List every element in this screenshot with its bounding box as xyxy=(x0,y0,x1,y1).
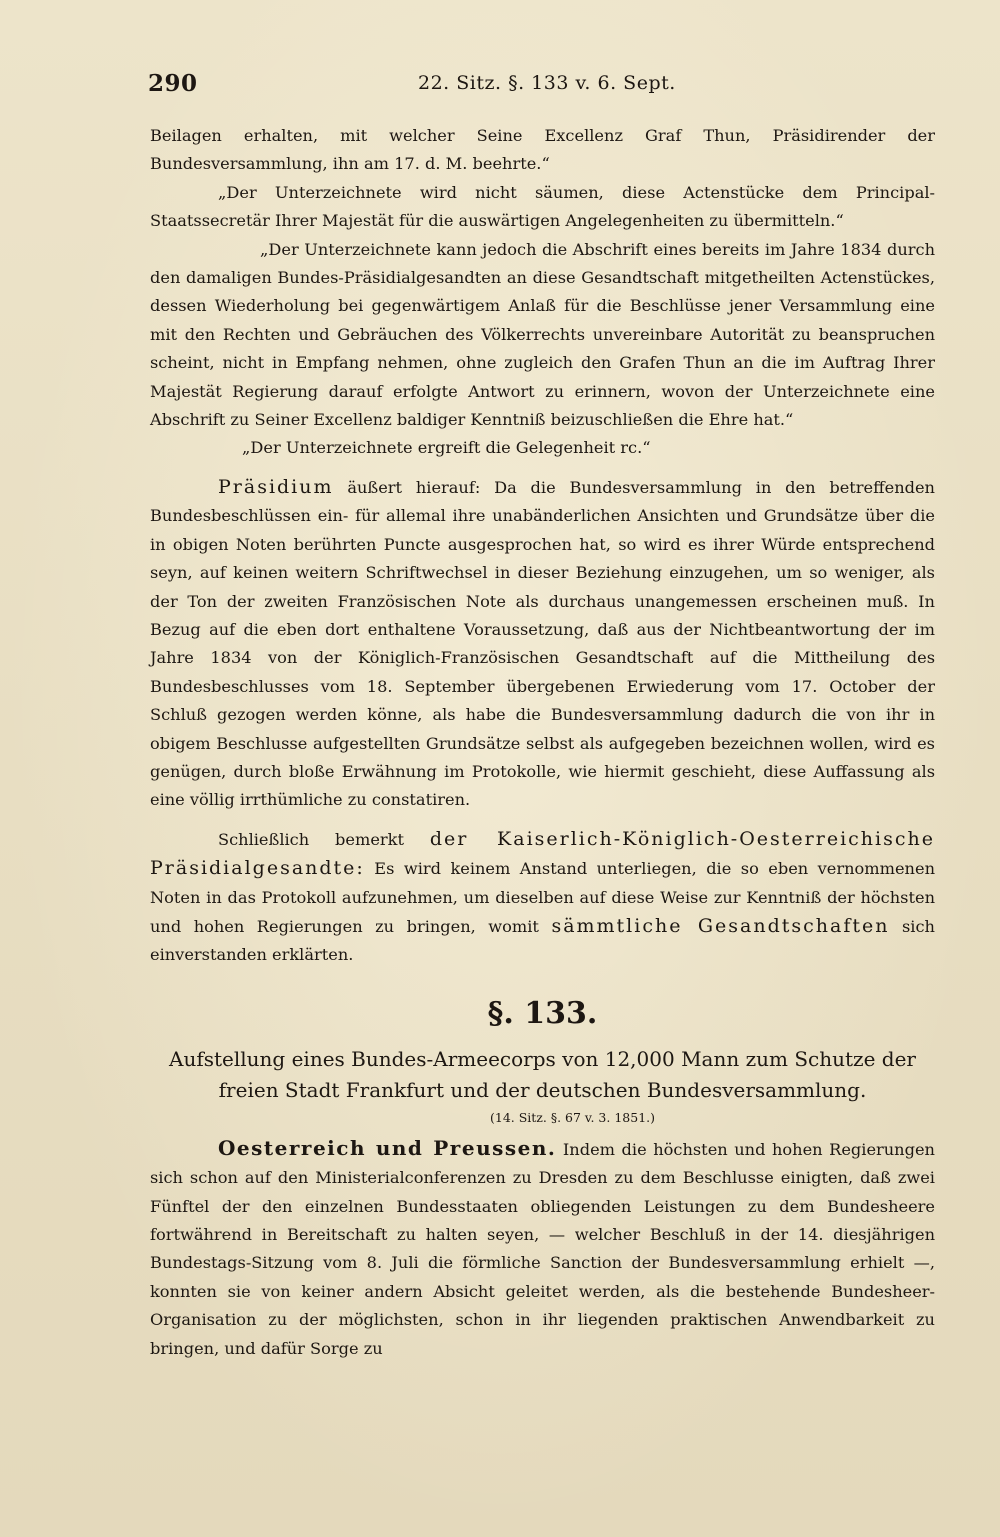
section-reference: (14. Sitz. §. 67 v. 3. 1851.) xyxy=(489,1109,655,1125)
running-head: 22. Sitz. §. 133 v. 6. Sept. xyxy=(418,72,676,94)
section-text: Indem die höchsten und hohen Regierungen sich schon auf den Ministerialconferenzen zu Dresden zu dem Beschlusse einigten, daß zwei Fünftel der den einzelnen Bundesstaaten obliegenden Leistungen zu dem Bundesheere fortwährend in Bereitschaft zu halten seyen, — welcher Beschluß in der 14. diesjährigen Bundestags-Sitzung vom 8. Juli die förmliche Sanction der Bundesversammlung erhielt —, konnten sie von keiner andern Absicht geleitet werden, als die bestehende Bundesheer-Organisation zu der möglichsten, schon in ihr liegenden praktischen Anwendbarkeit zu bringen, und dafür Sorge zu xyxy=(150,1139,935,1358)
paragraph: „Der Unterzeichnete ergreift die Gelegenheit rc.“ xyxy=(242,438,651,458)
page-body xyxy=(150,122,935,1363)
paragraph: „Der Unterzeichnete wird nicht säumen, diese Actenstücke dem Principal-Staatssecretär Ihrer Majestät für die auswärtigen Angelegenheiten zu übermitteln.“ xyxy=(150,182,935,231)
page-number: 290 xyxy=(148,70,198,97)
closing-mid: Es wird keinem Anstand unterliegen, die so eben vernommenen Noten in das Protokoll aufzunehmen, um dieselben auf diese Weise zur Kenntniß der höchsten und hohen Regierungen zu bringen, womit xyxy=(150,859,935,936)
paragraph-closing xyxy=(150,825,935,970)
speaker-name: Präsidium xyxy=(218,475,334,498)
closing-pre: Schließlich bemerkt xyxy=(218,829,404,849)
section-number: §. 133. xyxy=(487,995,598,1031)
speaker-name: der Kaiserlich-Königlich-Oesterreichische Präsidialgesandte: xyxy=(150,827,935,880)
spaced-emphasis: sämmtliche Gesandtschaften xyxy=(551,914,890,937)
page-header xyxy=(148,70,938,104)
closing-post: sich einverstanden erklärten. xyxy=(150,916,935,965)
paragraph: „Der Unterzeichnete kann jedoch die Abschrift eines bereits im Jahre 1834 durch den damaligen Bundes-Präsidialgesandten an diese Gesandtschaft mitgetheilten Actenstückes, dessen Wiederholung bei gegenwärtigem Anlaß für die Beschlüsse jener Versammlung eine mit den Rechten und Gebräuchen des Völkerrechts unvereinbare Autorität zu beanspruchen scheint, nicht in Empfang nehmen, ohne zugleich den Grafen Thun an die im Auftrag Ihrer Majestät Regierung darauf erfolgte Antwort zu erinnern, wovon der Unterzeichnete eine Abschrift zu Seiner Excellenz baldiger Kenntniß beizuschließen die Ehre hat.“ xyxy=(150,239,935,430)
paragraph-section-body xyxy=(150,1134,935,1363)
paragraph-presidium xyxy=(150,473,935,815)
lead-in: Oesterreich und Preussen. xyxy=(218,1135,557,1160)
section-title: Aufstellung eines Bundes-Armeecorps von 12,000 Mann zum Schutze der freien Stadt Frankfurt und der deutschen Bundesversammlung. xyxy=(169,1046,916,1102)
paragraph: Beilagen erhalten, mit welcher Seine Excellenz Graf Thun, Präsidirender der Bundesversammlung, ihn am 17. d. M. beehrte.“ xyxy=(150,126,935,174)
speech-text: äußert hierauf: Da die Bundesversammlung in den betreffenden Bundesbeschlüssen ein- für allemal ihre unabänderlichen Ansichten und Grundsätze über die in obigen Noten berührten Puncte ausgesprochen hat, so wird es ihrer Würde entsprechend seyn, auf keinen weitern Schriftwechsel in dieser Beziehung einzugehen, um so weniger, als der Ton der zweiten Französischen Note als durchaus unangemessen erscheinen muß. In Bezug auf die eben dort enthaltene Voraussetzung, daß aus der Nichtbeantwortung der im Jahre 1834 von der Königlich-Französischen Gesandtschaft auf die Mittheilung des Bundesbeschlusses vom 18. September übergebenen Erwiederung vom 17. October der Schluß gezogen werden könne, als habe die Bundesversammlung dadurch die von ihr in obigem Beschlusse aufgestellten Grundsätze selbst als aufgegeben bezeichnen wollen, wird es genügen, durch bloße Erwähnung im Protokolle, wie hiermit geschieht, diese Auffassung als eine völlig irrthümliche zu constatiren. xyxy=(150,477,935,810)
